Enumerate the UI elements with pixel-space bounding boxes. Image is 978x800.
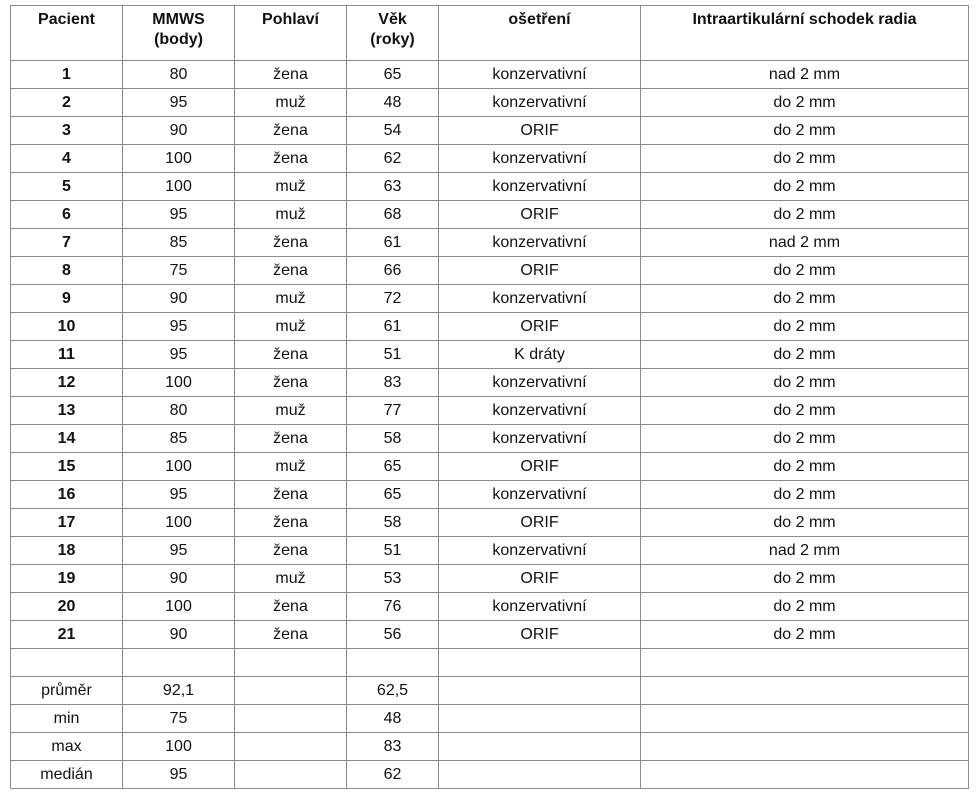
cell-osetreni: konzervativní <box>439 61 641 89</box>
cell-schodek: do 2 mm <box>641 481 969 509</box>
cell-pohlavi: žena <box>235 593 347 621</box>
empty-cell <box>641 649 969 677</box>
cell-mmws: 100 <box>123 593 235 621</box>
summary-row <box>11 705 969 733</box>
table-row <box>11 285 969 313</box>
cell-vek: 51 <box>347 341 439 369</box>
cell-vek: 56 <box>347 621 439 649</box>
cell-pacient: 8 <box>11 257 123 285</box>
cell-osetreni: ORIF <box>439 257 641 285</box>
cell-schodek: do 2 mm <box>641 89 969 117</box>
cell-vek: 83 <box>347 369 439 397</box>
cell-vek: 66 <box>347 257 439 285</box>
table-row <box>11 89 969 117</box>
cell-pohlavi: žena <box>235 117 347 145</box>
cell-schodek: do 2 mm <box>641 145 969 173</box>
cell-pohlavi: muž <box>235 201 347 229</box>
cell-pacient: 11 <box>11 341 123 369</box>
cell-osetreni: konzervativní <box>439 173 641 201</box>
cell-mmws: 75 <box>123 705 235 733</box>
cell-osetreni: ORIF <box>439 509 641 537</box>
cell-mmws: 90 <box>123 621 235 649</box>
table-row <box>11 565 969 593</box>
cell-schodek: do 2 mm <box>641 369 969 397</box>
cell-mmws: 100 <box>123 453 235 481</box>
empty-cell <box>11 649 123 677</box>
cell-pacient: 14 <box>11 425 123 453</box>
empty-cell <box>347 649 439 677</box>
spacer-row <box>11 649 969 677</box>
cell-pacient: 7 <box>11 229 123 257</box>
cell-vek: 51 <box>347 537 439 565</box>
cell-pohlavi: muž <box>235 397 347 425</box>
cell-schodek: do 2 mm <box>641 621 969 649</box>
cell-vek: 65 <box>347 481 439 509</box>
cell-osetreni: konzervativní <box>439 285 641 313</box>
cell-pacient: 20 <box>11 593 123 621</box>
cell-pohlavi: žena <box>235 425 347 453</box>
cell-pacient: 6 <box>11 201 123 229</box>
cell-mmws: 95 <box>123 89 235 117</box>
header-mmws <box>123 6 235 61</box>
cell-pohlavi: žena <box>235 509 347 537</box>
header-osetreni: ošetření <box>439 6 641 61</box>
cell-pacient: 15 <box>11 453 123 481</box>
cell-pohlavi: muž <box>235 313 347 341</box>
table-row <box>11 369 969 397</box>
cell-vek: 68 <box>347 201 439 229</box>
cell-pohlavi: žena <box>235 341 347 369</box>
cell-pohlavi: žena <box>235 145 347 173</box>
cell-pohlavi: muž <box>235 89 347 117</box>
cell-pohlavi: žena <box>235 481 347 509</box>
cell-vek: 72 <box>347 285 439 313</box>
table-row <box>11 61 969 89</box>
table-row <box>11 621 969 649</box>
table-row <box>11 425 969 453</box>
header-mmws-label: MMWS (body) <box>152 11 205 48</box>
cell-osetreni: konzervativní <box>439 425 641 453</box>
cell-schodek <box>641 677 969 705</box>
cell-osetreni: konzervativní <box>439 537 641 565</box>
empty-cell <box>235 649 347 677</box>
cell-mmws: 80 <box>123 397 235 425</box>
cell-pacient: 16 <box>11 481 123 509</box>
cell-schodek: nad 2 mm <box>641 229 969 257</box>
cell-pohlavi: muž <box>235 453 347 481</box>
cell-schodek <box>641 761 969 789</box>
cell-pacient: min <box>11 705 123 733</box>
cell-osetreni <box>439 761 641 789</box>
table-row <box>11 201 969 229</box>
cell-vek: 76 <box>347 593 439 621</box>
cell-vek: 48 <box>347 705 439 733</box>
cell-pohlavi: muž <box>235 173 347 201</box>
cell-vek: 61 <box>347 229 439 257</box>
cell-osetreni: konzervativní <box>439 397 641 425</box>
cell-osetreni: ORIF <box>439 453 641 481</box>
cell-mmws: 95 <box>123 341 235 369</box>
cell-pacient: 21 <box>11 621 123 649</box>
cell-schodek: do 2 mm <box>641 313 969 341</box>
cell-pohlavi <box>235 677 347 705</box>
cell-pacient: 18 <box>11 537 123 565</box>
cell-schodek: nad 2 mm <box>641 537 969 565</box>
cell-mmws: 90 <box>123 565 235 593</box>
empty-cell <box>123 649 235 677</box>
cell-osetreni: konzervativní <box>439 145 641 173</box>
cell-vek: 63 <box>347 173 439 201</box>
empty-cell <box>439 649 641 677</box>
cell-vek: 77 <box>347 397 439 425</box>
cell-pacient: 19 <box>11 565 123 593</box>
cell-mmws: 95 <box>123 201 235 229</box>
cell-mmws: 100 <box>123 173 235 201</box>
cell-osetreni <box>439 705 641 733</box>
cell-mmws: 100 <box>123 369 235 397</box>
cell-vek: 54 <box>347 117 439 145</box>
table-row <box>11 341 969 369</box>
cell-mmws: 100 <box>123 145 235 173</box>
cell-schodek: do 2 mm <box>641 285 969 313</box>
header-pacient: Pacient <box>11 6 123 61</box>
cell-mmws: 95 <box>123 537 235 565</box>
cell-osetreni: ORIF <box>439 201 641 229</box>
table-row <box>11 481 969 509</box>
cell-pacient: 2 <box>11 89 123 117</box>
cell-pohlavi <box>235 733 347 761</box>
table-row <box>11 593 969 621</box>
cell-pacient: 3 <box>11 117 123 145</box>
cell-vek: 62,5 <box>347 677 439 705</box>
cell-mmws: 100 <box>123 509 235 537</box>
table-row <box>11 453 969 481</box>
cell-osetreni: konzervativní <box>439 481 641 509</box>
cell-pohlavi: žena <box>235 537 347 565</box>
cell-osetreni: ORIF <box>439 313 641 341</box>
cell-vek: 65 <box>347 453 439 481</box>
cell-pacient: průměr <box>11 677 123 705</box>
cell-pacient: 5 <box>11 173 123 201</box>
cell-pohlavi: žena <box>235 369 347 397</box>
summary-row <box>11 677 969 705</box>
cell-pacient: 10 <box>11 313 123 341</box>
cell-mmws: 100 <box>123 733 235 761</box>
cell-pohlavi: žena <box>235 621 347 649</box>
table-row <box>11 509 969 537</box>
cell-vek: 62 <box>347 761 439 789</box>
cell-osetreni: ORIF <box>439 117 641 145</box>
cell-osetreni: konzervativní <box>439 229 641 257</box>
cell-pohlavi: muž <box>235 565 347 593</box>
summary-row <box>11 733 969 761</box>
cell-pohlavi: žena <box>235 229 347 257</box>
cell-schodek: do 2 mm <box>641 341 969 369</box>
cell-mmws: 85 <box>123 229 235 257</box>
cell-osetreni: ORIF <box>439 565 641 593</box>
cell-schodek: do 2 mm <box>641 397 969 425</box>
cell-vek: 58 <box>347 509 439 537</box>
header-row <box>11 6 969 61</box>
cell-osetreni: konzervativní <box>439 593 641 621</box>
cell-osetreni <box>439 733 641 761</box>
header-pohlavi: Pohlaví <box>235 6 347 61</box>
patient-table <box>10 5 969 789</box>
cell-osetreni: konzervativní <box>439 89 641 117</box>
cell-pacient: 17 <box>11 509 123 537</box>
cell-mmws: 95 <box>123 313 235 341</box>
cell-pacient: 1 <box>11 61 123 89</box>
cell-schodek: do 2 mm <box>641 173 969 201</box>
cell-vek: 53 <box>347 565 439 593</box>
cell-mmws: 90 <box>123 117 235 145</box>
table-row <box>11 537 969 565</box>
table-row <box>11 145 969 173</box>
cell-osetreni: K dráty <box>439 341 641 369</box>
header-vek-label: Věk (roky) <box>370 11 415 48</box>
table-row <box>11 117 969 145</box>
table-row <box>11 229 969 257</box>
table-row <box>11 173 969 201</box>
cell-osetreni: konzervativní <box>439 369 641 397</box>
cell-schodek: do 2 mm <box>641 453 969 481</box>
cell-schodek <box>641 733 969 761</box>
cell-osetreni: ORIF <box>439 621 641 649</box>
cell-mmws: 85 <box>123 425 235 453</box>
table-row <box>11 313 969 341</box>
cell-pohlavi <box>235 761 347 789</box>
table-row <box>11 397 969 425</box>
summary-row <box>11 761 969 789</box>
cell-pohlavi: muž <box>235 285 347 313</box>
cell-vek: 48 <box>347 89 439 117</box>
cell-schodek: do 2 mm <box>641 257 969 285</box>
cell-mmws: 95 <box>123 761 235 789</box>
cell-schodek: nad 2 mm <box>641 61 969 89</box>
cell-pacient: medián <box>11 761 123 789</box>
table-row <box>11 257 969 285</box>
cell-mmws: 92,1 <box>123 677 235 705</box>
header-vek <box>347 6 439 61</box>
cell-mmws: 95 <box>123 481 235 509</box>
cell-schodek: do 2 mm <box>641 509 969 537</box>
cell-schodek: do 2 mm <box>641 117 969 145</box>
cell-osetreni <box>439 677 641 705</box>
cell-vek: 83 <box>347 733 439 761</box>
cell-vek: 62 <box>347 145 439 173</box>
cell-schodek: do 2 mm <box>641 565 969 593</box>
cell-mmws: 80 <box>123 61 235 89</box>
cell-mmws: 90 <box>123 285 235 313</box>
cell-schodek: do 2 mm <box>641 425 969 453</box>
cell-pacient: 9 <box>11 285 123 313</box>
cell-vek: 65 <box>347 61 439 89</box>
cell-pohlavi <box>235 705 347 733</box>
cell-vek: 61 <box>347 313 439 341</box>
cell-pacient: 13 <box>11 397 123 425</box>
cell-pacient: 12 <box>11 369 123 397</box>
cell-pacient: 4 <box>11 145 123 173</box>
cell-pohlavi: žena <box>235 61 347 89</box>
cell-schodek: do 2 mm <box>641 593 969 621</box>
cell-schodek: do 2 mm <box>641 201 969 229</box>
cell-pohlavi: žena <box>235 257 347 285</box>
cell-mmws: 75 <box>123 257 235 285</box>
cell-pacient: max <box>11 733 123 761</box>
cell-vek: 58 <box>347 425 439 453</box>
header-schodek: Intraartikulární schodek radia <box>641 6 969 61</box>
cell-schodek <box>641 705 969 733</box>
